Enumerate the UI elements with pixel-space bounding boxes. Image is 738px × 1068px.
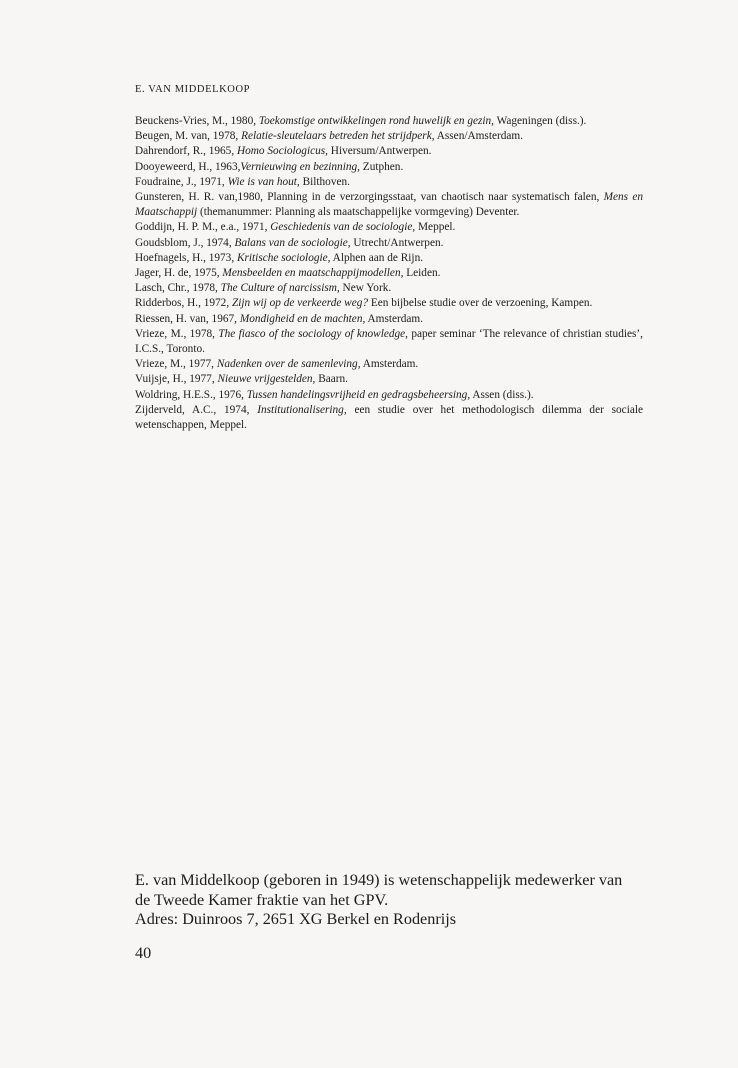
reference-title: Institutionalisering,	[257, 403, 347, 416]
reference-entry	[135, 251, 643, 266]
reference-author: Vrieze, M., 1978,	[135, 327, 219, 340]
reference-title: Mens en Maatschappij	[135, 191, 643, 219]
reference-author: Gunsteren, H. R. van,1980, Planning in de verzorgingsstaat, van chaotisch naar systematisch falen,	[135, 191, 604, 204]
reference-entry	[135, 220, 643, 235]
reference-list	[135, 114, 643, 433]
reference-publisher: Utrecht/Antwerpen.	[350, 236, 444, 249]
reference-author: Riessen, H. van, 1967,	[135, 312, 240, 325]
reference-title: Mensbeelden en maatschappijmodellen,	[222, 267, 404, 280]
reference-publisher: Leiden.	[403, 267, 441, 280]
reference-publisher: (themanummer: Planning als maatschappelijke vormgeving) Deventer.	[197, 206, 520, 219]
reference-entry	[135, 296, 643, 311]
reference-title: Relatie-sleutelaars betreden het strijdperk,	[241, 130, 435, 143]
reference-title: Kritische sociologie,	[236, 251, 331, 264]
reference-entry	[135, 312, 643, 327]
page-number: 40	[135, 944, 152, 962]
reference-publisher: Amsterdam.	[360, 358, 419, 371]
reference-title: Wie is van hout,	[227, 175, 300, 188]
reference-entry	[135, 129, 643, 144]
author-bio	[135, 871, 655, 930]
reference-title: Zijn wij op de verkeerde weg?	[231, 297, 369, 310]
reference-title: Geschiedenis van de sociologie,	[270, 221, 416, 234]
reference-author: Foudraine, J., 1971,	[135, 175, 228, 188]
reference-publisher: Een bijbelse studie over de verzoening, Kampen.	[368, 297, 593, 310]
reference-entry	[135, 266, 643, 281]
reference-publisher: Wageningen (diss.).	[494, 115, 587, 127]
reference-entry	[135, 236, 643, 251]
reference-entry	[135, 357, 643, 372]
reference-publisher: New York.	[339, 282, 392, 295]
reference-entry	[135, 372, 643, 387]
reference-author: Beugen, M. van, 1978,	[135, 130, 242, 143]
reference-publisher: Baarn.	[315, 373, 348, 386]
reference-entry	[135, 281, 643, 296]
reference-publisher: paper seminar ‘The relevance of christian studies’, I.C.S., Toronto.	[135, 327, 643, 356]
reference-publisher: Hiversum/Antwerpen.	[327, 145, 432, 158]
reference-title: The fiasco of the sociology of knowledge,	[218, 327, 408, 340]
reference-publisher: Alphen aan de Rijn.	[330, 251, 424, 264]
reference-author: Hoefnagels, H., 1973,	[135, 251, 237, 264]
reference-author: Woldring, H.E.S., 1976,	[135, 388, 247, 401]
reference-entry	[135, 175, 643, 190]
bio-line-2: de Tweede Kamer fraktie van het GPV.	[135, 890, 389, 909]
reference-title: Balans van de sociologie,	[234, 236, 351, 249]
reference-author: Vuijsje, H., 1977,	[135, 373, 218, 386]
reference-entry	[135, 160, 643, 175]
bio-address: Adres: Duinroos 7, 2651 XG Berkel en Rodenrijs	[135, 910, 457, 928]
reference-author: Zijderveld, A.C., 1974,	[135, 403, 258, 416]
reference-author: Lasch, Chr., 1978,	[135, 282, 221, 295]
reference-author: Jager, H. de, 1975,	[135, 267, 223, 280]
reference-entry	[135, 114, 643, 129]
reference-author: Goddijn, H. P. M., e.a., 1971,	[135, 221, 271, 234]
reference-title: Toekomstige ontwikkelingen rond huwelijk en gezin,	[258, 115, 494, 127]
reference-title: The Culture of narcissism,	[220, 282, 340, 295]
reference-entry	[135, 144, 643, 159]
running-head: E. VAN MIDDELKOOP	[135, 84, 251, 95]
reference-publisher: een studie over het methodologisch dilemma der sociale wetenschappen, Meppel.	[135, 403, 643, 432]
reference-publisher: Meppel.	[415, 221, 456, 234]
reference-title: Vernieuwing en bezinning,	[240, 160, 360, 173]
reference-title: Tussen handelingsvrijheid en gedragsbeheersing,	[246, 388, 471, 401]
reference-entry	[135, 190, 643, 220]
reference-publisher: Assen/Amsterdam.	[434, 130, 524, 143]
reference-entry	[135, 403, 643, 433]
reference-publisher: Assen (diss.).	[470, 388, 534, 401]
reference-title: Nieuwe vrijgestelden,	[217, 373, 316, 386]
reference-author: Dooyeweerd, H., 1963,	[135, 160, 241, 173]
reference-author: Dahrendorf, R., 1965,	[135, 145, 237, 158]
reference-publisher: Zutphen.	[359, 160, 404, 173]
reference-entry	[135, 327, 643, 357]
reference-publisher: Amsterdam.	[365, 312, 424, 325]
reference-title: Mondigheid en de machten,	[239, 312, 366, 325]
reference-title: Homo Sociologicus,	[236, 145, 328, 158]
reference-author: Ridderbos, H., 1972,	[135, 297, 232, 310]
reference-title: Nadenken over de samenleving,	[216, 358, 361, 371]
reference-author: Beuckens-Vries, M., 1980,	[135, 115, 259, 127]
reference-publisher: Bilthoven.	[299, 175, 350, 188]
bio-line-1: E. van Middelkoop (geboren in 1949) is wetenschappelijk medewerker van	[135, 871, 623, 889]
reference-author: Vrieze, M., 1977,	[135, 358, 217, 371]
reference-author: Goudsblom, J., 1974,	[135, 236, 235, 249]
reference-entry	[135, 388, 643, 403]
